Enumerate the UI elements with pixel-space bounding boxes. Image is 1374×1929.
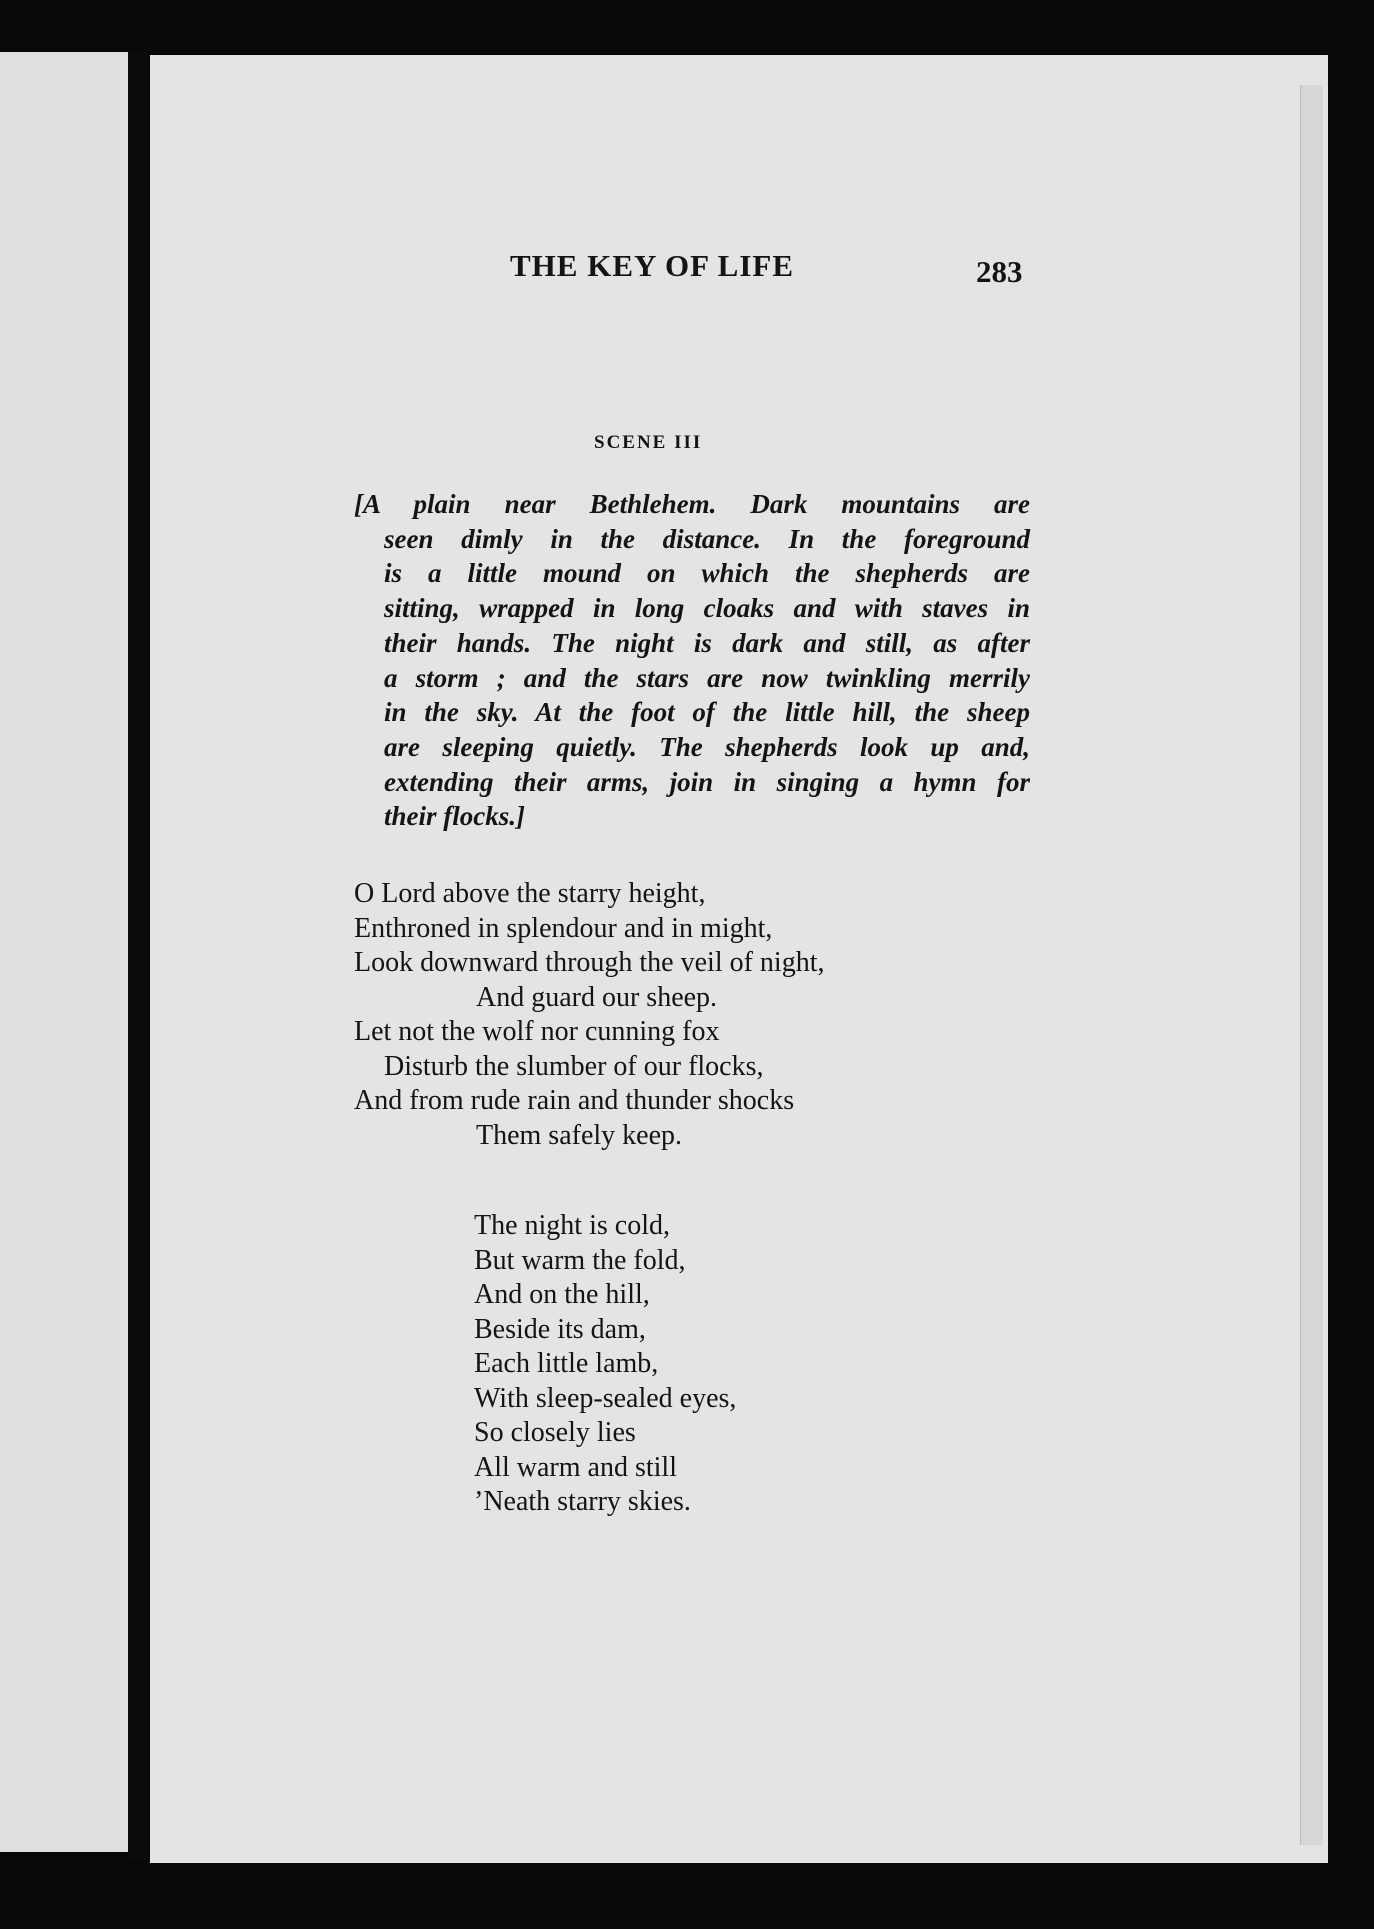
verse-line: And guard our sheep. xyxy=(476,981,718,1013)
running-title: THE KEY OF LIFE xyxy=(510,248,794,283)
stage-direction xyxy=(354,487,1030,834)
stage-direction-line: a storm ; and the stars are now twinkling merrily xyxy=(384,662,1030,693)
verse-line: With sleep-sealed eyes, xyxy=(474,1382,737,1414)
verse-line: Them safely keep. xyxy=(476,1119,683,1151)
verse-line: And from rude rain and thunder shocks xyxy=(354,1085,795,1116)
verse-line: The night is cold, xyxy=(474,1210,670,1241)
verse-line: So closely lies xyxy=(474,1417,636,1448)
stage-direction-line: seen dimly in the distance. In the foreground xyxy=(384,523,1030,554)
hymn-stanza-2 xyxy=(474,1209,736,1520)
verse-line: ’Neath starry skies. xyxy=(474,1486,691,1517)
scene-title: SCENE III xyxy=(594,432,703,453)
facing-page-edge xyxy=(0,52,128,1852)
verse-line: Look downward through the veil of night, xyxy=(354,947,825,978)
stage-direction-line: in the sky. At the foot of the little hill, the sheep xyxy=(384,697,1030,728)
verse-line: Disturb the slumber of our flocks, xyxy=(384,1050,764,1082)
verse-line: All warm and still xyxy=(474,1451,677,1483)
stage-direction-line: [A plain near Bethlehem. Dark mountains are xyxy=(354,489,1030,519)
verse-line: Let not the wolf nor cunning fox xyxy=(354,1016,720,1047)
hymn-stanza-1 xyxy=(354,877,824,1153)
verse-line: And on the hill, xyxy=(474,1279,650,1310)
verse-line: O Lord above the starry height, xyxy=(354,878,706,909)
stage-direction-line: extending their arms, join in singing a hymn for xyxy=(384,766,1030,797)
book-gutter xyxy=(128,52,148,1860)
stage-direction-line: is a little mound on which the shepherds are xyxy=(384,558,1030,589)
stage-direction-line: their hands. The night is dark and still, as after xyxy=(384,627,1030,658)
verse-line: But warm the fold, xyxy=(474,1244,686,1276)
page-fore-edge xyxy=(1300,85,1323,1845)
page-number: 283 xyxy=(976,254,1023,289)
stage-direction-line: sitting, wrapped in long cloaks and with staves in xyxy=(384,593,1030,624)
verse-line: Each little lamb, xyxy=(474,1348,659,1379)
stage-direction-line: their flocks.] xyxy=(384,801,525,832)
stage-direction-line: are sleeping quietly. The shepherds look up and, xyxy=(384,731,1030,762)
verse-line: Beside its dam, xyxy=(474,1313,646,1345)
verse-line: Enthroned in splendour and in might, xyxy=(354,912,773,944)
